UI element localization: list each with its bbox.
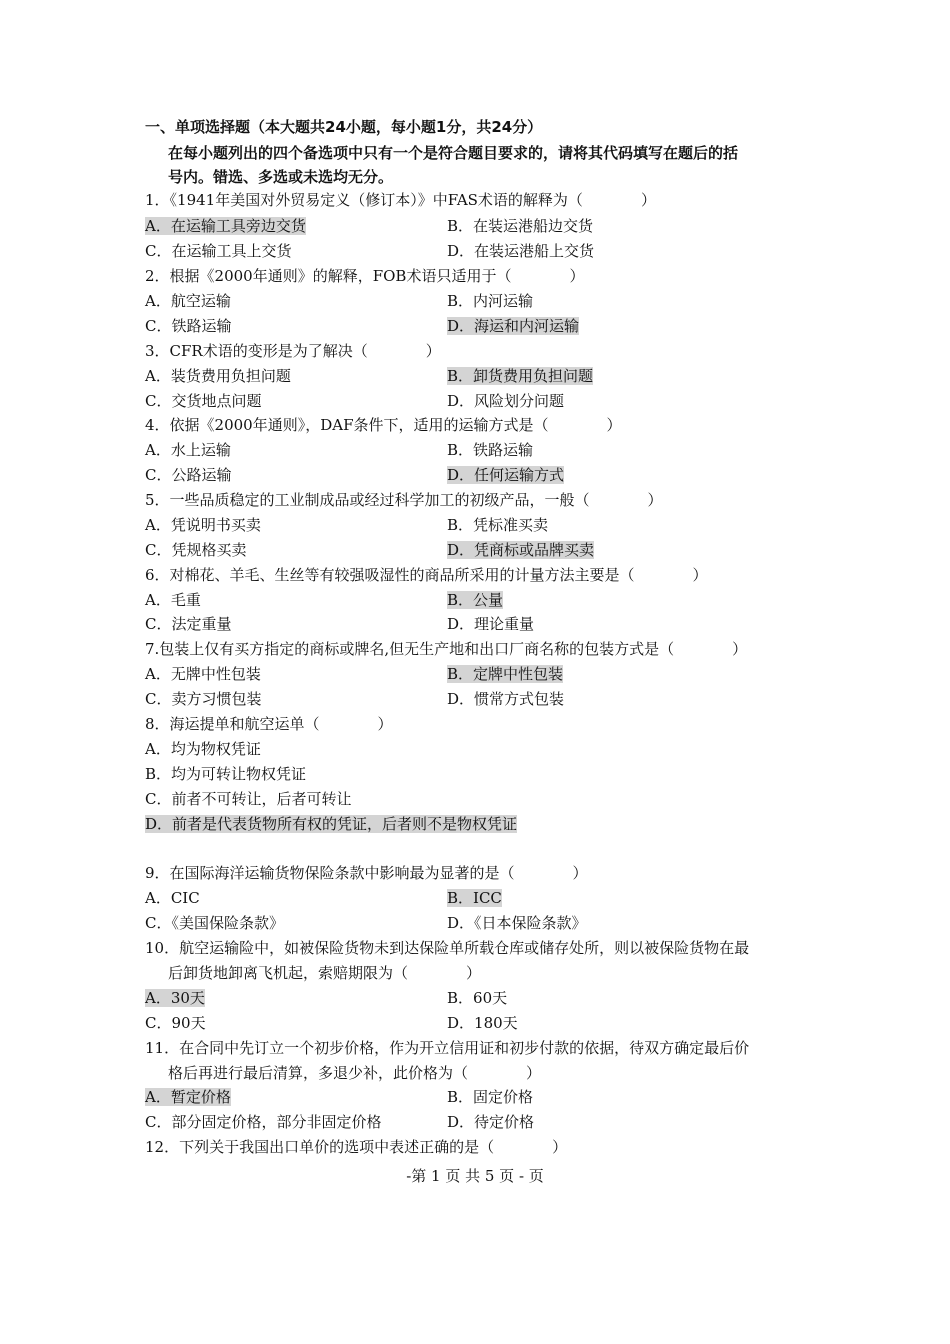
question-stem: 2．根据《2000年通则》的解释，FOB术语只适用于（ ） bbox=[145, 267, 585, 285]
answer-option: A．均为物权凭证 bbox=[145, 740, 261, 758]
answer-option: B．铁路运输 bbox=[447, 441, 534, 459]
answer-option: C．凭规格买卖 bbox=[145, 541, 247, 559]
answer-option: D．凭商标或品牌买卖 bbox=[447, 541, 595, 559]
answer-option: B．凭标准买卖 bbox=[447, 516, 549, 534]
answer-option: C．法定重量 bbox=[145, 615, 232, 633]
question-stem: 3．CFR术语的变形是为了解决（ ） bbox=[145, 342, 441, 360]
question-stem-continued: 格后再进行最后清算，多退少补，此价格为（ ） bbox=[168, 1064, 542, 1082]
question-stem: 6．对棉花、羊毛、生丝等有较强吸湿性的商品所采用的计量方法主要是（ ） bbox=[145, 566, 708, 584]
answer-option: B．固定价格 bbox=[447, 1088, 534, 1106]
answer-option: D．惯常方式包装 bbox=[447, 690, 565, 708]
question-stem: 5．一些品质稳定的工业制成品或经过科学加工的初级产品，一般（ ） bbox=[145, 491, 663, 509]
answer-option: B．60天 bbox=[447, 989, 508, 1007]
answer-option: C．交货地点问题 bbox=[145, 392, 262, 410]
answer-option: D．待定价格 bbox=[447, 1113, 535, 1131]
answer-option: D．《日本保险条款》 bbox=[447, 914, 587, 932]
answer-option: C．卖方习惯包装 bbox=[145, 690, 262, 708]
answer-option: A．水上运输 bbox=[145, 441, 231, 459]
question-stem: 11．在合同中先订立一个初步价格，作为开立信用证和初步付款的依据，待双方确定最后价 bbox=[145, 1039, 750, 1057]
question-stem: 9．在国际海洋运输货物保险条款中影响最为显著的是（ ） bbox=[145, 864, 588, 882]
question-stem: 12．下列关于我国出口单价的选项中表述正确的是（ ） bbox=[145, 1138, 568, 1156]
answer-option: C．部分固定价格，部分非固定价格 bbox=[145, 1113, 382, 1131]
instruction-line: 在每小题列出的四个备选项中只有一个是符合题目要求的，请将其代码填写在题后的括 bbox=[168, 144, 739, 162]
answer-option: D．任何运输方式 bbox=[447, 466, 565, 484]
answer-option: C．公路运输 bbox=[145, 466, 232, 484]
answer-option: B．在装运港船边交货 bbox=[447, 217, 594, 235]
answer-option: C．铁路运输 bbox=[145, 317, 232, 335]
answer-option: B．定牌中性包装 bbox=[447, 665, 564, 683]
answer-option: C．前者不可转让，后者可转让 bbox=[145, 790, 352, 808]
answer-option: D．风险划分问题 bbox=[447, 392, 565, 410]
answer-option: A．CIC bbox=[145, 889, 200, 907]
question-stem-continued: 后卸货地卸离飞机起，索赔期限为（ ） bbox=[168, 964, 482, 982]
question-stem: 7.包装上仅有买方指定的商标或牌名,但无生产地和出口厂商名称的包装方式是（ ） bbox=[145, 640, 748, 658]
question-stem: 1．《1941年美国对外贸易定义（修订本）》中FAS术语的解释为（ ） bbox=[145, 191, 656, 209]
answer-option: D．180天 bbox=[447, 1014, 518, 1032]
answer-option: A．毛重 bbox=[145, 591, 201, 609]
answer-option: A．30天 bbox=[145, 989, 205, 1007]
answer-option: A．凭说明书买卖 bbox=[145, 516, 261, 534]
answer-option: B．ICC bbox=[447, 889, 502, 907]
answer-option: C．在运输工具上交货 bbox=[145, 242, 292, 260]
answer-option: C．《美国保险条款》 bbox=[145, 914, 284, 932]
answer-option: B．均为可转让物权凭证 bbox=[145, 765, 307, 783]
page-footer: -第 1 页 共 5 页 - 页 bbox=[406, 1167, 544, 1185]
answer-option: B．卸货费用负担问题 bbox=[447, 367, 594, 385]
answer-option: D．在装运港船上交货 bbox=[447, 242, 595, 260]
answer-option: A．无牌中性包装 bbox=[145, 665, 261, 683]
answer-option: B．内河运输 bbox=[447, 292, 534, 310]
answer-option: A．暂定价格 bbox=[145, 1088, 231, 1106]
section-title: 一、单项选择题（本大题共24小题，每小题1分，共24分） bbox=[145, 118, 543, 136]
answer-option: A．装货费用负担问题 bbox=[145, 367, 291, 385]
question-stem: 10．航空运输险中，如被保险货物未到达保险单所载仓库或储存处所，则以被保险货物在最 bbox=[145, 939, 750, 957]
answer-option: B．公量 bbox=[447, 591, 504, 609]
answer-option: A．航空运输 bbox=[145, 292, 231, 310]
answer-option: D．前者是代表货物所有权的凭证，后者则不是物权凭证 bbox=[145, 815, 518, 833]
answer-option: D．理论重量 bbox=[447, 615, 535, 633]
answer-option: C．90天 bbox=[145, 1014, 206, 1032]
question-stem: 4．依据《2000年通则》，DAF条件下，适用的运输方式是（ ） bbox=[145, 416, 622, 434]
answer-option: A．在运输工具旁边交货 bbox=[145, 217, 306, 235]
question-stem: 8．海运提单和航空运单（ ） bbox=[145, 715, 393, 733]
answer-option: D．海运和内河运输 bbox=[447, 317, 580, 335]
instruction-line: 号内。错选、多选或未选均无分。 bbox=[168, 168, 394, 186]
